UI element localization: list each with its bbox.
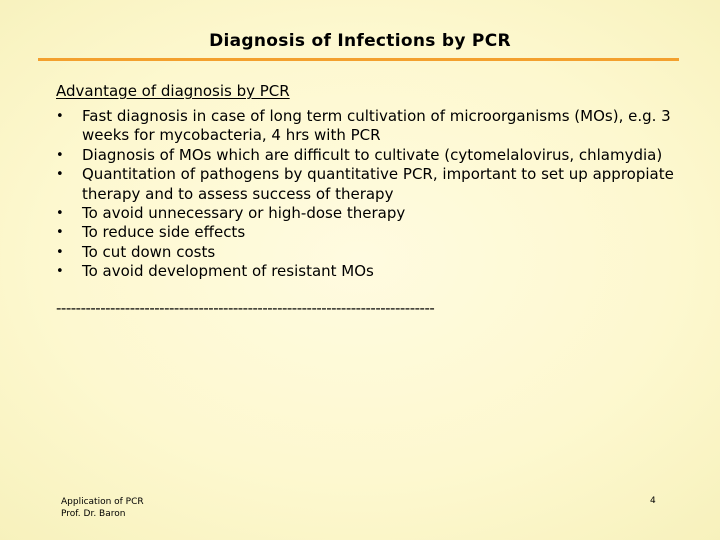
page-number: 4 [650,496,656,506]
bullet-text: Fast diagnosis in case of long term cultivation of microorganisms (MOs), e.g. 3 weeks for mycobacteria, 4 hrs with PCR [82,107,671,145]
bullet-dot-icon: • [56,147,64,163]
footer-caption [61,496,144,520]
bullet-text: To cut down costs [82,242,216,261]
slide-title: Diagnosis of Infections by PCR [209,31,511,51]
bullet-list [56,107,676,282]
footer-line-2: Prof. Dr. Baron [61,509,126,519]
bullet-text: Quantitation of pathogens by quantitative PCR, important to set up appropiate therapy and to assess success of therapy [82,165,674,203]
bullet-dot-icon: • [56,244,64,260]
bullet-dot-icon: • [56,225,64,241]
bullet-dot-icon: • [56,167,64,183]
bullet-text: To avoid unnecessary or high-dose therapy [82,204,406,223]
bullet-item [56,146,676,165]
footer-line-1: Application of PCR [61,497,144,507]
bullet-item [56,165,676,204]
bullet-text: To avoid development of resistant MOs [82,262,374,281]
bullet-text: Diagnosis of MOs which are difficult to cultivate (cytomelalovirus, chlamydia) [82,145,663,164]
bullet-text: To reduce side effects [82,223,246,242]
section-heading: Advantage of diagnosis by PCR [56,82,290,100]
bullet-item [56,262,676,281]
bullet-dot-icon: • [56,264,64,280]
bullet-dot-icon: • [56,109,64,124]
bullet-item [56,107,676,146]
bullet-dot-icon: • [56,206,64,222]
bullet-item [56,243,676,262]
title-underline-rule [38,58,679,61]
bullet-item [56,223,676,242]
dashed-separator: ----------------------------------------------------------------------------- [56,299,435,317]
bullet-item [56,204,676,223]
